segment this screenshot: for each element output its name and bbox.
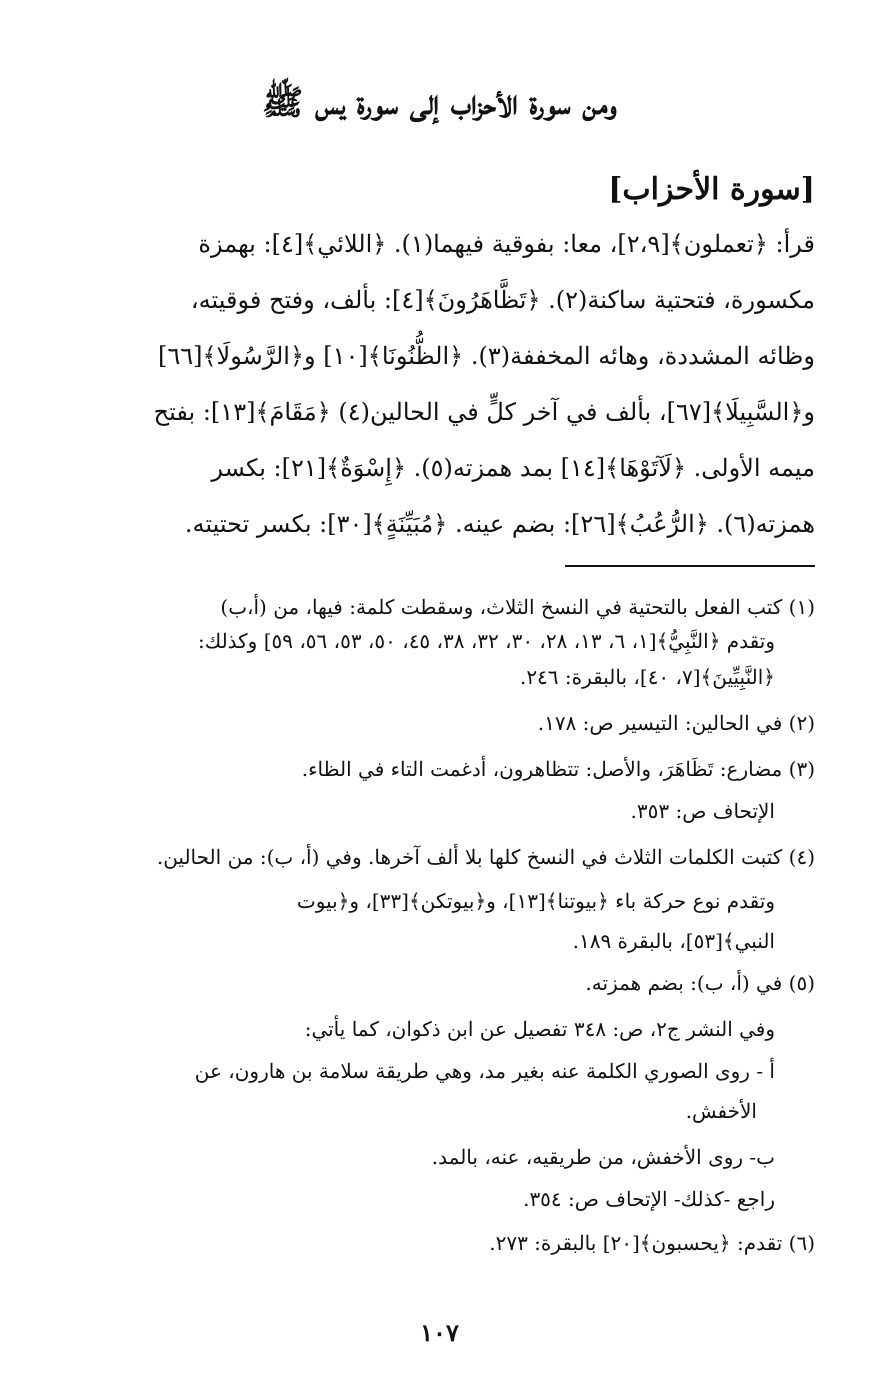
footnote-line: الأخفش.	[685, 1099, 757, 1123]
body-line: و﴿السَّبِيلَا﴾[٦٧]، بألف في آخر كلٍّ في الحالين(٤) ﴿مَقَامَ﴾[١٣]: بفتح	[153, 398, 815, 426]
body-line: مكسورة، فتحتية ساكنة(٢). ﴿تَظَّاهَرُونَ﴾[٤]: بألف، وفتح فوقيته،	[190, 286, 815, 314]
footnote-line: (٣) مضارع: تَظَاهَرَ، والأصل: تتظاهرون، أدغمت التاء في الظاء.	[301, 757, 815, 781]
footnote-line: راجع -كذلك- الإتحاف ص: ٣٥٤.	[523, 1187, 775, 1211]
footnote-line: أ - روى الصوري الكلمة عنه بغير مد، وهي طريقة سلامة بن هارون، عن	[194, 1059, 775, 1083]
footnote-line: ﴿النَّبِيِّينَ﴾[٧، ٤٠]، بالبقرة: ٢٤٦.	[519, 665, 775, 689]
footnote-line: وفي النشر ج٢، ص: ٣٤٨ تفصيل عن ابن ذكوان، كما يأتي:	[304, 1017, 775, 1041]
footnote-line: وتقدم نوع حركة باء ﴿بيوتنا﴾[١٣]، و﴿بيوتكن﴾[٣٣]، و﴿بيوت	[296, 889, 775, 913]
footnote-line: (٤) كتبت الكلمات الثلاث في النسخ كلها بلا ألف آخرها. وفي (أ، ب): من الحالين.	[156, 845, 815, 869]
body-line: قرأ: ﴿تعملون﴾[٢،٩]، معا: بفوقية فيهما(١). ﴿اللائي﴾[٤]: بهمزة	[198, 230, 815, 258]
footnote-divider	[565, 565, 815, 567]
footnote-line: ب- روى الأخفش، من طريقيه، عنه، بالمد.	[431, 1145, 775, 1169]
footnote-line: وتقدم ﴿النَّبِيُّ﴾[١، ٦، ١٣، ٢٨، ٣٠، ٣٢، ٣٨، ٤٥، ٥٠، ٥٣، ٥٦، ٥٩] وكذلك:	[197, 629, 775, 653]
footnote-line: الإتحاف ص: ٣٥٣.	[630, 799, 775, 823]
footnote-line: (١) كتب الفعل بالتحتية في النسخ الثلاث، وسقطت كلمة: فيها، من (أ،ب)	[220, 595, 815, 619]
page-number: ١٠٧	[420, 1318, 459, 1347]
page-title: ومن سورة الأحزاب إلى سورة يس ﷺ	[262, 83, 617, 123]
footnote-line: النبي﴾[٥٣]، بالبقرة ١٨٩.	[572, 929, 775, 953]
footnote-line: (٦) تقدم: ﴿يحسبون﴾[٢٠] بالبقرة: ٢٧٣.	[489, 1231, 815, 1255]
section-heading: [سورة الأحزاب]	[608, 172, 815, 207]
body-line: ميمه الأولى. ﴿لَآتَوْهَا﴾[١٤] بمد همزته(٥). ﴿إِسْوَةٌ﴾[٢١]: بكسر	[211, 454, 815, 482]
footnote-line: (٢) في الحالين: التيسير ص: ١٧٨.	[537, 711, 815, 735]
body-line: وظائه المشددة، وهائه المخففة(٣). ﴿الظُّنُونَا﴾[١٠] و﴿الرَّسُولَا﴾[٦٦]	[157, 342, 815, 370]
footnote-line: (٥) في (أ، ب): بضم همزته.	[585, 971, 815, 995]
body-line: همزته(٦). ﴿الرُّعُبُ﴾[٢٦]: بضم عينه. ﴿مُبَيِّنَةٍ﴾[٣٠]: بكسر تحتيته.	[184, 510, 815, 538]
